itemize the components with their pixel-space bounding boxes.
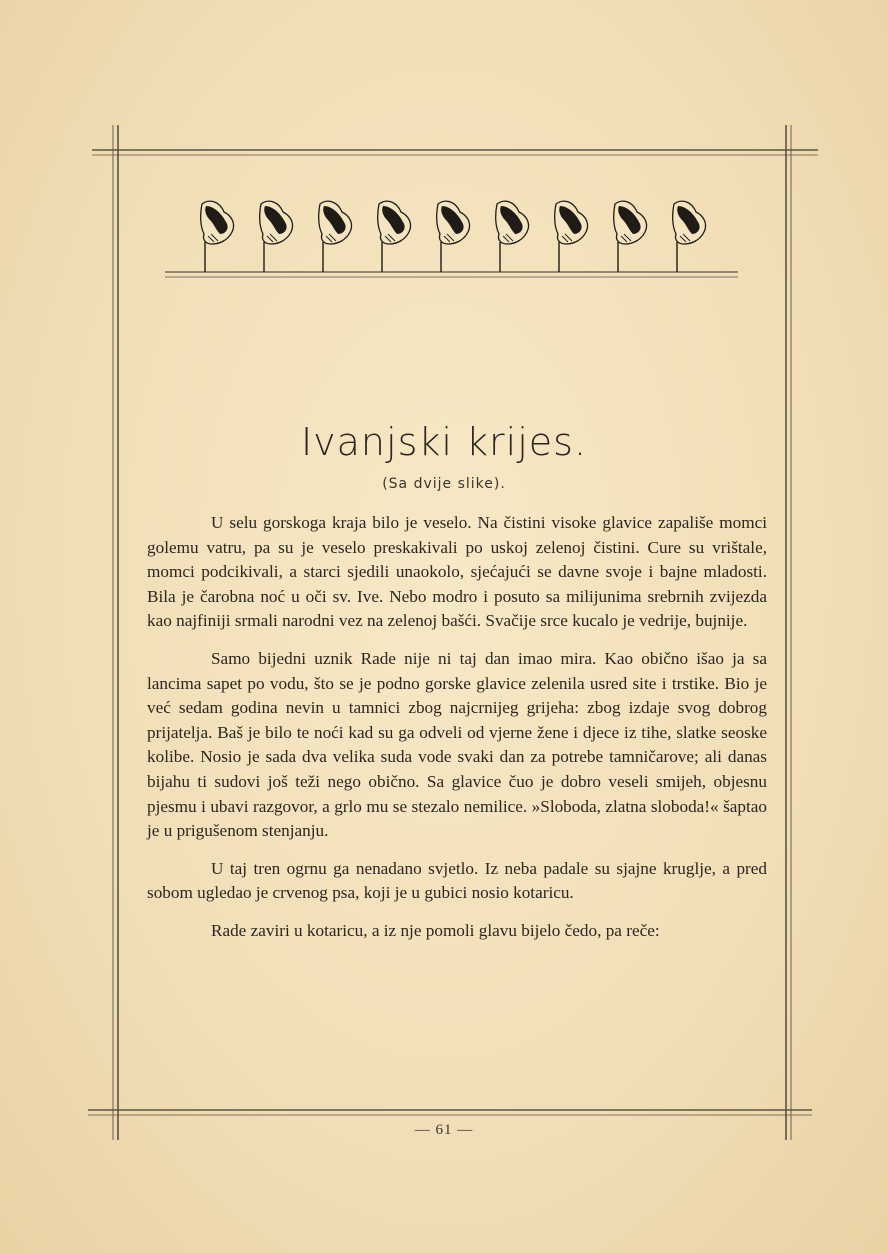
bellflower-icon <box>260 201 293 272</box>
page-number: — 61 — <box>414 1122 474 1138</box>
page-title: Ivanjski krijes. <box>300 420 588 464</box>
paragraph-1: U selu gorskoga kraja bilo je veselo. Na čistini visoke glavice zapališe momci golemu vatru, pa su je veselo preskakivali po uskoj zelenoj čistini. Cure su vrištale, momci podcikivali, a starci sjedili unaokolo, sjećajući se davne svoje i bajne mladosti. Bila je čarobna noć u oči sv. Ive. Nebo modro i posuto sa milijunima srebrnih zvijezda kao najfiniji srmali narodni vez na zelenoj bašći. Svačije srce kucalo je vedrije, bujnije. <box>147 513 767 631</box>
bellflower-icon <box>555 201 588 272</box>
ornament-row <box>188 198 718 280</box>
paragraph-3: U taj tren ogrnu ga nenadano svjetlo. Iz neba padale su sjajne kruglje, a pred sobom ugledao je crvenog psa, koji je u gubici nosio kotaricu. <box>147 858 767 903</box>
bellflower-icon <box>614 201 647 272</box>
bellflower-icon <box>319 201 352 272</box>
paragraph-2: Samo bijedni uznik Rade nije ni taj dan imao mira. Kao obično išao ja sa lancima sapet po vodu, što se je podno gorske glavice zelenila usred site i trstike. Bio je već sedam godina nevin u tamnici zbog najcrnijeg grijeha: zbog izdaje svog dobrog prijatelja. Baš je bilo te noći kad su ga odveli od vjerne žene i djece iz tihe, slatke seoske kolibe. Nosio je sada dva velika suda vode svaki dan za potrebe tamničarove; ali danas bijahu ti sudovi još teži nego obično. Sa glavice čuo je dobro veseli smijeh, objesnu pjesmu i ubavi razgovor, a grlo mu se stezalo nemilice. »Sloboda, zlatna sloboda!« šaptao je u prigušenom stenjanju. <box>147 648 767 841</box>
bellflower-icon <box>673 201 706 272</box>
bellflower-icon <box>437 201 470 272</box>
bellflower-icon <box>496 201 529 272</box>
ornament-group <box>201 201 706 272</box>
bellflower-icon <box>378 201 411 272</box>
paragraph-4: Rade zaviri u kotaricu, a iz nje pomoli glavu bijelo čedo, pa reče: <box>211 920 660 940</box>
bellflower-icon <box>201 201 234 272</box>
story-text <box>147 511 767 957</box>
page-subtitle: (Sa dvije slike). <box>382 476 506 492</box>
